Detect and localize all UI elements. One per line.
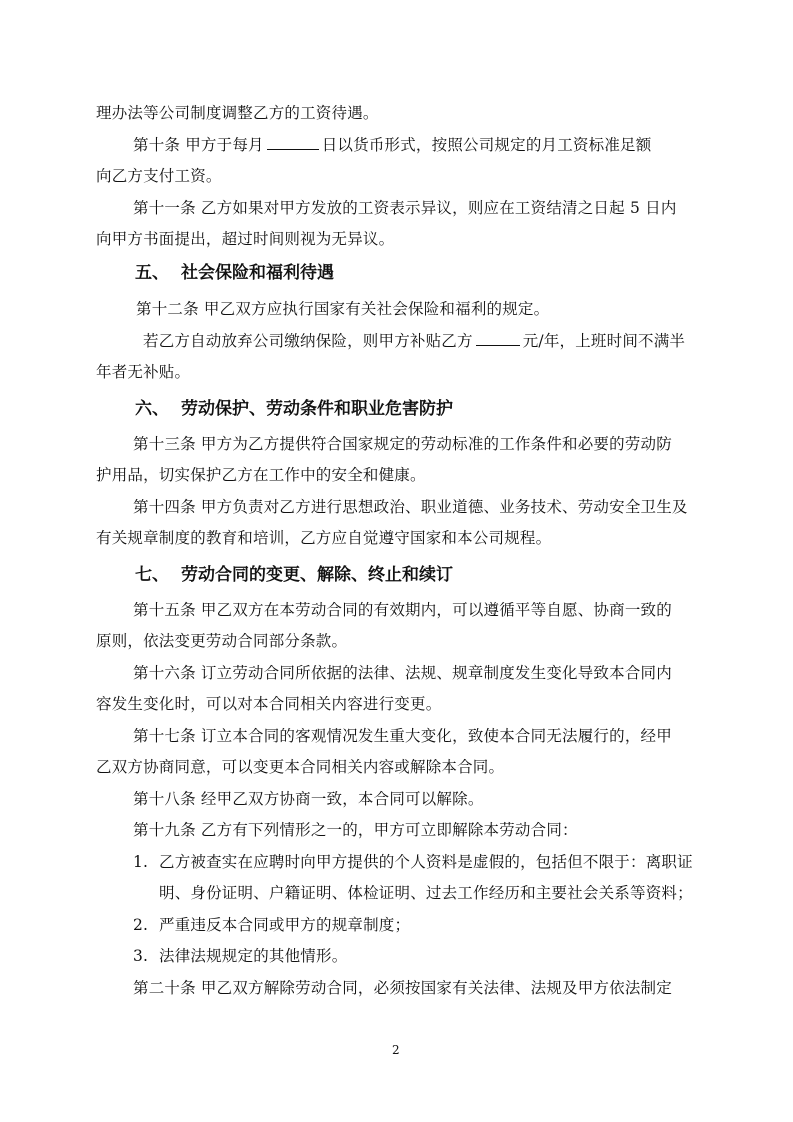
section-heading-7	[135, 564, 453, 586]
section-title: 劳动保护、劳动条件和职业危害防护	[181, 399, 453, 419]
article-10-line	[133, 135, 651, 155]
article-10-text: 第十条 甲方于每月	[133, 136, 264, 154]
section-number: 七、	[135, 565, 169, 585]
article-17-line: 第十七条 订立本合同的客观情况发生重大变化，致使本合同无法履行的，经甲	[133, 727, 672, 745]
list-number: 2.	[133, 916, 149, 934]
list-item-text: 严重违反本合同或甲方的规章制度；	[159, 916, 411, 934]
article-10-text-cont: 日以货币形式，按照公司规定的月工资标准足额	[321, 136, 652, 154]
list-item-text: 法律法规规定的其他情形。	[159, 947, 348, 965]
paragraph-line: 容发生变化时，可以对本合同相关内容进行变更。	[96, 695, 442, 713]
article-18-line: 第十八条 经甲乙双方协商一致，本合同可以解除。	[133, 790, 484, 808]
paragraph-line: 年者无补贴。	[96, 363, 191, 381]
section-title: 劳动合同的变更、解除、终止和续订	[181, 565, 453, 585]
subsidy-text: 若乙方自动放弃公司缴纳保险，则甲方补贴乙方	[143, 332, 473, 350]
article-13-line: 第十三条 甲方为乙方提供符合国家规定的劳动标准的工作条件和必要的劳动防	[133, 435, 672, 453]
list-item-1	[133, 852, 693, 872]
article-11-line: 第十一条 乙方如果对甲方发放的工资表示异议，则应在工资结清之日起 5 日内	[133, 199, 677, 217]
paragraph-line: 护用品，切实保护乙方在工作中的安全和健康。	[96, 466, 426, 484]
subsidy-text-cont: 元/年，上班时间不满半	[522, 332, 686, 350]
list-item-3	[133, 946, 347, 966]
article-12-line: 第十二条 甲乙双方应执行国家有关社会保险和福利的规定。	[136, 300, 550, 318]
paragraph-line: 向甲方书面提出，超过时间则视为无异议。	[96, 230, 395, 248]
list-item-text: 乙方被查实在应聘时向甲方提供的个人资料是虚假的，包括但不限于：离职证	[159, 853, 693, 871]
article-14-line: 第十四条 甲方负责对乙方进行思想政治、职业道德、业务技术、劳动安全卫生及	[133, 498, 688, 516]
list-number: 3.	[133, 947, 149, 965]
section-number: 五、	[135, 263, 169, 283]
article-19-line: 第十九条 乙方有下列情形之一的，甲方可立即解除本劳动合同：	[133, 821, 578, 839]
article-20-line: 第二十条 甲乙双方解除劳动合同，必须按国家有关法律、法规及甲方依法制定	[133, 979, 672, 997]
list-number: 1.	[133, 853, 149, 871]
paragraph-line: 有关规章制度的教育和培训，乙方应自觉遵守国家和本公司规程。	[96, 529, 552, 547]
section-heading-5	[135, 262, 334, 284]
list-item-2	[133, 915, 410, 935]
paragraph-line: 原则，依法变更劳动合同部分条款。	[96, 632, 348, 650]
paragraph-line: 理办法等公司制度调整乙方的工资待遇。	[96, 104, 379, 122]
page-number: 2	[392, 1043, 400, 1057]
section-heading-6	[135, 398, 453, 420]
article-15-line: 第十五条 甲乙双方在本劳动合同的有效期内，可以遵循平等自愿、协商一致的	[133, 601, 672, 619]
section-number: 六、	[135, 399, 169, 419]
day-blank-field[interactable]	[267, 135, 319, 150]
paragraph-line: 乙双方协商同意，可以变更本合同相关内容或解除本合同。	[96, 758, 505, 776]
subsidy-line	[143, 331, 685, 351]
list-item-1-cont: 明、身份证明、户籍证明、体检证明、过去工作经历和主要社会关系等资料；	[159, 884, 693, 902]
amount-blank-field[interactable]	[476, 331, 520, 346]
article-16-line: 第十六条 订立劳动合同所依据的法律、法规、规章制度发生变化导致本合同内	[133, 664, 672, 682]
section-title: 社会保险和福利待遇	[181, 263, 334, 283]
paragraph-line: 向乙方支付工资。	[96, 167, 222, 185]
